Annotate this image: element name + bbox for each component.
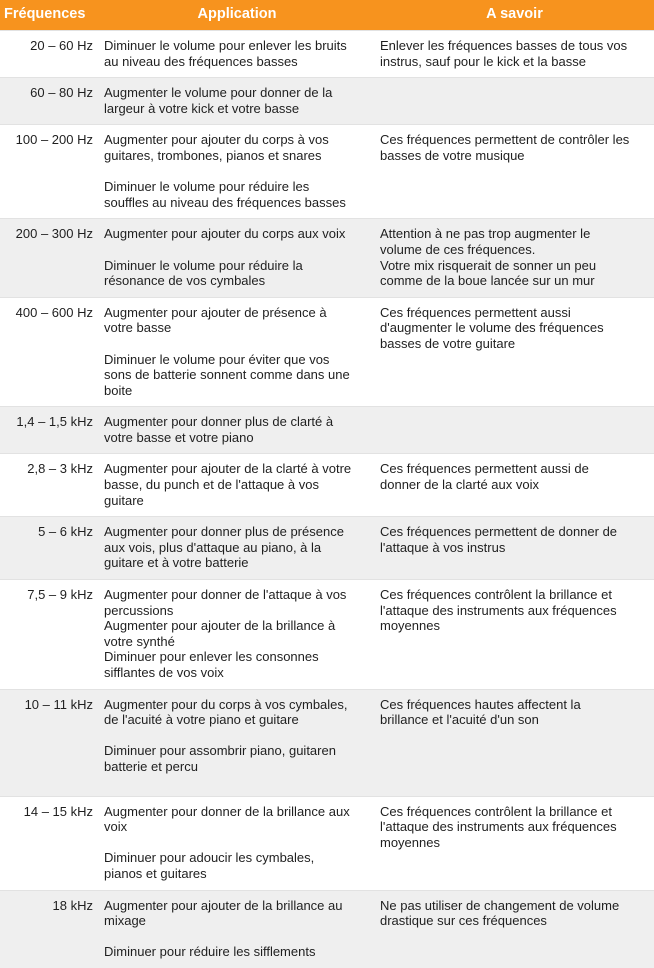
text-line: votre basse et votre piano — [104, 429, 254, 445]
text-line: largeur à votre kick et votre basse — [104, 100, 300, 116]
table-row — [0, 219, 654, 297]
text-line: sifflantes de vos voix — [104, 665, 224, 680]
text-line: basse, du punch et de l'attaque à vos — [104, 477, 319, 493]
text-line: guitares, trombones, pianos et snares — [104, 147, 322, 163]
a-savoir-paragraph — [380, 132, 650, 163]
a-savoir-paragraph — [380, 226, 650, 288]
a-savoir-cell — [375, 31, 654, 78]
a-savoir-cell — [375, 125, 654, 219]
a-savoir-paragraph — [380, 524, 650, 555]
application-cell — [99, 407, 375, 454]
frequency-cell: 5 – 6 kHz — [0, 517, 99, 580]
a-savoir-paragraph — [380, 898, 650, 929]
text-line: Augmenter pour du corps à vos cymbales, — [104, 696, 348, 712]
application-paragraph — [104, 898, 371, 929]
text-line: basses de votre guitare — [380, 335, 516, 351]
application-cell — [99, 517, 375, 580]
table-row — [0, 689, 654, 796]
application-cell — [99, 297, 375, 407]
text-line: Augmenter pour donner de la brillance aux — [104, 803, 350, 819]
text-line: moyennes — [380, 834, 440, 850]
text-line: votre basse — [104, 320, 172, 336]
text-line: volume de ces fréquences. — [380, 241, 536, 257]
text-line: Diminuer le volume pour enlever les bruits — [104, 38, 347, 53]
text-line: Votre mix risquerait de sonner un peu — [380, 257, 597, 273]
a-savoir-cell — [375, 407, 654, 454]
application-paragraph — [104, 743, 371, 774]
table-body — [0, 31, 654, 968]
a-savoir-paragraph — [380, 38, 650, 69]
header-a-savoir: A savoir — [375, 0, 654, 31]
text-line: drastique sur ces fréquences — [380, 913, 547, 929]
text-line: Ces fréquences permettent aussi de — [380, 461, 589, 477]
text-line: Augmenter pour ajouter du corps à vos — [104, 132, 329, 148]
application-cell — [99, 125, 375, 219]
frequency-cell: 100 – 200 Hz — [0, 125, 99, 219]
text-line: Ces fréquences contrôlent la brillance et — [380, 587, 612, 603]
text-line: guitare et à votre batterie — [104, 555, 249, 571]
text-line: Diminuer le volume pour réduire les — [104, 179, 310, 195]
text-line: l'attaque à vos instrus — [380, 539, 506, 555]
text-line: l'attaque des instruments aux fréquences — [380, 819, 617, 835]
application-cell — [99, 454, 375, 517]
frequency-cell: 2,8 – 3 kHz — [0, 454, 99, 517]
frequency-cell: 14 – 15 kHz — [0, 796, 99, 890]
application-cell — [99, 796, 375, 890]
header-application: Application — [99, 0, 375, 31]
text-line: percussions — [104, 602, 174, 618]
table-row — [0, 890, 654, 968]
a-savoir-cell — [375, 78, 654, 125]
text-line: au niveau des fréquences basses — [104, 53, 298, 69]
application-cell — [99, 890, 375, 968]
text-line: pianos et guitares — [104, 865, 207, 881]
text-line: brillance et l'acuité d'un son — [380, 712, 539, 728]
table-row — [0, 407, 654, 454]
a-savoir-cell — [375, 454, 654, 517]
application-cell — [99, 78, 375, 125]
a-savoir-paragraph — [380, 305, 650, 352]
table-row — [0, 31, 654, 78]
table-row — [0, 454, 654, 517]
application-paragraph — [104, 305, 371, 336]
header-frequences: Fréquences — [0, 0, 99, 31]
header-row — [0, 0, 654, 31]
frequency-cell: 200 – 300 Hz — [0, 219, 99, 297]
text-line: Augmenter le volume pour donner de la — [104, 85, 333, 101]
text-line: Attention à ne pas trop augmenter le — [380, 226, 591, 242]
text-line: Ces fréquences permettent de donner de — [380, 524, 618, 540]
text-line: Diminuer pour réduire les sifflements — [104, 944, 316, 960]
application-paragraph — [104, 587, 371, 681]
frequency-cell: 1,4 – 1,5 kHz — [0, 407, 99, 454]
text-line: guitare — [104, 492, 144, 508]
a-savoir-paragraph — [380, 461, 650, 492]
text-line: batterie et percu — [104, 758, 198, 774]
text-line: Diminuer le volume pour éviter que vos — [104, 351, 330, 367]
application-cell — [99, 31, 375, 78]
text-line: Augmenter pour ajouter du corps aux voix — [104, 226, 346, 242]
text-line: Augmenter pour donner de l'attaque à vos — [104, 587, 347, 603]
a-savoir-cell — [375, 219, 654, 297]
application-paragraph — [104, 179, 371, 210]
table-row — [0, 125, 654, 219]
text-line: Ces fréquences contrôlent la brillance et — [380, 803, 612, 819]
text-line: Augmenter pour donner plus de présence — [104, 524, 344, 540]
application-paragraph — [104, 352, 371, 399]
text-line: basses de votre musique — [380, 147, 525, 163]
text-line: mixage — [104, 913, 146, 929]
application-paragraph — [104, 944, 371, 960]
text-line: votre synthé — [104, 633, 175, 649]
application-paragraph — [104, 850, 371, 881]
text-line: souffles au niveau des fréquences basses — [104, 194, 346, 210]
frequency-cell: 20 – 60 Hz — [0, 31, 99, 78]
application-paragraph — [104, 226, 371, 242]
a-savoir-cell — [375, 297, 654, 407]
text-line: de l'acuité à votre piano et guitare — [104, 712, 299, 728]
text-line: donner de la clarté aux voix — [380, 477, 539, 493]
text-line: comme de la boue lancée sur un mur — [380, 273, 595, 289]
text-line: boite — [104, 382, 133, 398]
application-cell — [99, 219, 375, 297]
frequency-cell: 400 – 600 Hz — [0, 297, 99, 407]
text-line: moyennes — [380, 618, 440, 634]
application-paragraph — [104, 38, 371, 69]
application-paragraph — [104, 697, 371, 728]
frequency-cell: 7,5 – 9 kHz — [0, 580, 99, 690]
text-line: Diminuer le volume pour réduire la — [104, 257, 303, 273]
application-cell — [99, 580, 375, 690]
table-row — [0, 580, 654, 690]
text-line: Diminuer pour adoucir les cymbales, — [104, 850, 315, 866]
a-savoir-paragraph — [380, 587, 650, 634]
application-paragraph — [104, 804, 371, 835]
frequency-cell: 18 kHz — [0, 890, 99, 968]
text-line: Augmenter pour donner plus de clarté à — [104, 414, 334, 430]
text-line: Diminuer pour assombrir piano, guitaren — [104, 743, 336, 759]
text-line: Ne pas utiliser de changement de volume — [380, 897, 620, 913]
text-line: Ces fréquences hautes affectent la — [380, 696, 581, 712]
text-line: sons de batterie sonnent comme dans une — [104, 367, 350, 383]
frequency-cell: 60 – 80 Hz — [0, 78, 99, 125]
text-line: Augmenter pour ajouter de la brillance à — [104, 618, 336, 634]
table-row — [0, 78, 654, 125]
a-savoir-cell — [375, 890, 654, 968]
table-row — [0, 297, 654, 407]
text-line: résonance de vos cymbales — [104, 273, 266, 289]
text-line: instrus, sauf pour le kick et la basse — [380, 53, 586, 69]
table-row — [0, 517, 654, 580]
text-line: Enlever les fréquences basses de tous vos — [380, 38, 628, 53]
application-paragraph — [104, 132, 371, 163]
text-line: voix — [104, 819, 128, 835]
application-paragraph — [104, 414, 371, 445]
text-line: Diminuer pour enlever les consonnes — [104, 649, 319, 665]
text-line: Augmenter pour ajouter de la clarté à votre — [104, 461, 352, 477]
application-paragraph — [104, 85, 371, 116]
text-line: Augmenter pour ajouter de présence à — [104, 304, 327, 320]
table-header — [0, 0, 654, 31]
text-line: aux vois, plus d'attaque au piano, à la — [104, 539, 322, 555]
a-savoir-paragraph — [380, 804, 650, 851]
application-cell — [99, 689, 375, 796]
a-savoir-cell — [375, 517, 654, 580]
text-line: d'augmenter le volume des fréquences — [380, 320, 604, 336]
text-line: Ces fréquences permettent de contrôler les — [380, 132, 630, 148]
text-line: l'attaque des instruments aux fréquences — [380, 602, 617, 618]
text-line: Ces fréquences permettent aussi — [380, 304, 571, 320]
a-savoir-cell — [375, 580, 654, 690]
text-line: Augmenter pour ajouter de la brillance au — [104, 897, 343, 913]
a-savoir-cell — [375, 689, 654, 796]
application-paragraph — [104, 524, 371, 571]
frequency-cell: 10 – 11 kHz — [0, 689, 99, 796]
a-savoir-paragraph — [380, 697, 650, 728]
application-paragraph — [104, 258, 371, 289]
application-paragraph — [104, 461, 371, 508]
table-row — [0, 796, 654, 890]
a-savoir-cell — [375, 796, 654, 890]
